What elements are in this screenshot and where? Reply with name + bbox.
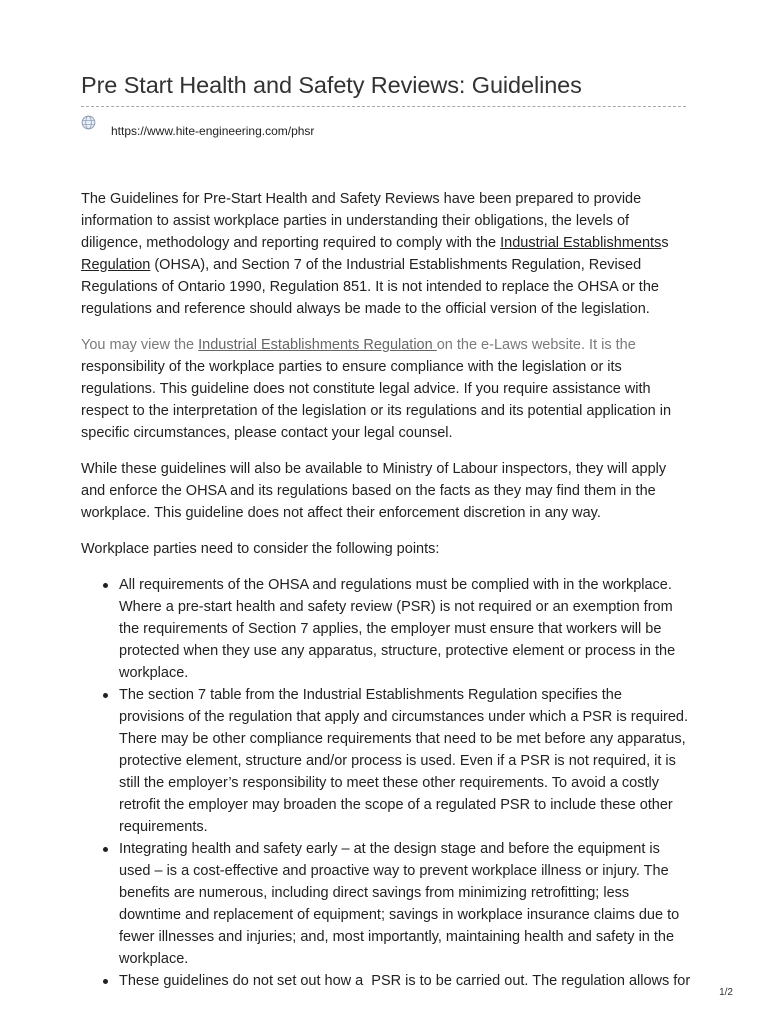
elaws-regulation-link[interactable]: Industrial Establishments Regulation xyxy=(198,337,437,353)
text-line: Integrating health and safety early – at the design stage and before the equipment is xyxy=(119,841,660,857)
text-line: the requirements of Section 7 applies, the employer must ensure that workers will be xyxy=(119,621,662,637)
text-line: workplace. xyxy=(119,951,189,967)
regulation-link[interactable]: Regulation xyxy=(81,257,151,273)
text-line: benefits are numerous, including direct savings from minimizing retrofitting; less xyxy=(119,885,630,901)
text-line: used – is a cost-effective and proactive way to prevent workplace illness or injury. The xyxy=(119,863,669,879)
globe-icon xyxy=(81,115,96,130)
text-line: still the employer’s responsibility to meet these other requirements. To avoid a costly xyxy=(119,775,659,791)
text-line: The section 7 table from the Industrial Establishments Regulation specifies the xyxy=(119,687,622,703)
text-line: fewer illnesses and injuries; and, most importantly, maintaining health and safety in the xyxy=(119,929,675,945)
text-run: (OHSA), and Section 7 of the Industrial Establishments Regulation, Revised xyxy=(150,257,642,273)
list-item xyxy=(81,970,693,992)
text-line: All requirements of the OHSA and regulations must be complied with in the workplace. xyxy=(119,577,672,593)
text-line xyxy=(81,254,693,276)
inspectors-paragraph xyxy=(81,458,693,524)
page-title: Pre Start Health and Safety Reviews: Guidelines xyxy=(81,72,582,98)
text-line: protective element, structure and/or process is used. Even if a PSR is not required, it is xyxy=(119,753,676,769)
text-line: While these guidelines will also be available to Ministry of Labour inspectors, they will apply xyxy=(81,461,667,477)
text-run: You may view the xyxy=(81,337,199,353)
text-line: retrofit the employer may broaden the scope of a regulated PSR to include these other xyxy=(119,797,673,813)
text-line: and enforce the OHSA and its regulations based on the facts as they may find them in the xyxy=(81,483,656,499)
text-line xyxy=(81,334,693,356)
list-item xyxy=(81,574,693,684)
text-line: diligence, methodology and reporting required to comply with the Industrial Establishmentss xyxy=(81,235,669,251)
text-line: There may be other compliance requirements that need to be met before any apparatus, xyxy=(119,731,686,747)
intro-paragraph xyxy=(81,188,693,320)
page-number: 1/2 xyxy=(719,987,733,998)
list-item xyxy=(81,684,693,838)
text-line: The Guidelines for Pre-Start Health and Safety Reviews have been prepared to provide xyxy=(81,191,642,207)
bullet-icon xyxy=(103,693,108,698)
list-item xyxy=(81,838,693,970)
industrial-establishments-link[interactable]: Industrial Establishments xyxy=(500,235,662,251)
text-line: Where a pre-start health and safety review (PSR) is not required or an exemption from xyxy=(119,599,673,615)
points-list xyxy=(81,574,693,992)
title-divider xyxy=(81,106,686,107)
text-line: regulations and reference should always be made to the official version of the legislation. xyxy=(81,301,650,317)
text-line: provisions of the regulation that apply and circumstances under which a PSR is required. xyxy=(119,709,689,725)
text-line: workplace. This guideline does not affect their enforcement discretion in any way. xyxy=(81,505,601,521)
document-body xyxy=(81,188,693,992)
text-line: regulations. This guideline does not constitute legal advice. If you require assistance with xyxy=(81,381,651,397)
bullet-icon xyxy=(103,583,108,588)
text-line: Regulations of Ontario 1990, Regulation 851. It is not intended to replace the OHSA or the xyxy=(81,279,659,295)
text-line: Workplace parties need to consider the following points: xyxy=(81,541,440,557)
text-line: These guidelines do not set out how a PSR is to be carried out. The regulation allows for xyxy=(119,973,691,989)
text-run: diligence, methodology and reporting required to comply with the xyxy=(81,235,501,251)
text-line: requirements. xyxy=(119,819,208,835)
text-line: information to assist workplace parties in understanding their obligations, the levels of xyxy=(81,213,630,229)
text-line: responsibility of the workplace parties to ensure compliance with the legislation or its xyxy=(81,359,622,375)
text-line: workplace. xyxy=(119,665,189,681)
bullet-icon xyxy=(103,847,108,852)
text-line: respect to the interpretation of the legislation or its regulations and its potential application in xyxy=(81,403,672,419)
text-line: protected when they use any apparatus, structure, protective element or process in the xyxy=(119,643,676,659)
source-url[interactable]: https://www.hite-engineering.com/phsr xyxy=(111,124,315,138)
elaws-paragraph xyxy=(81,334,693,444)
text-run: on the e-Laws website. It is the xyxy=(436,337,636,353)
bullet-icon xyxy=(103,979,108,984)
text-line: specific circumstances, please contact your legal counsel. xyxy=(81,425,453,441)
text-line: downtime and replacement of equipment; savings in workplace insurance claims due to xyxy=(119,907,680,923)
points-intro xyxy=(81,538,693,560)
